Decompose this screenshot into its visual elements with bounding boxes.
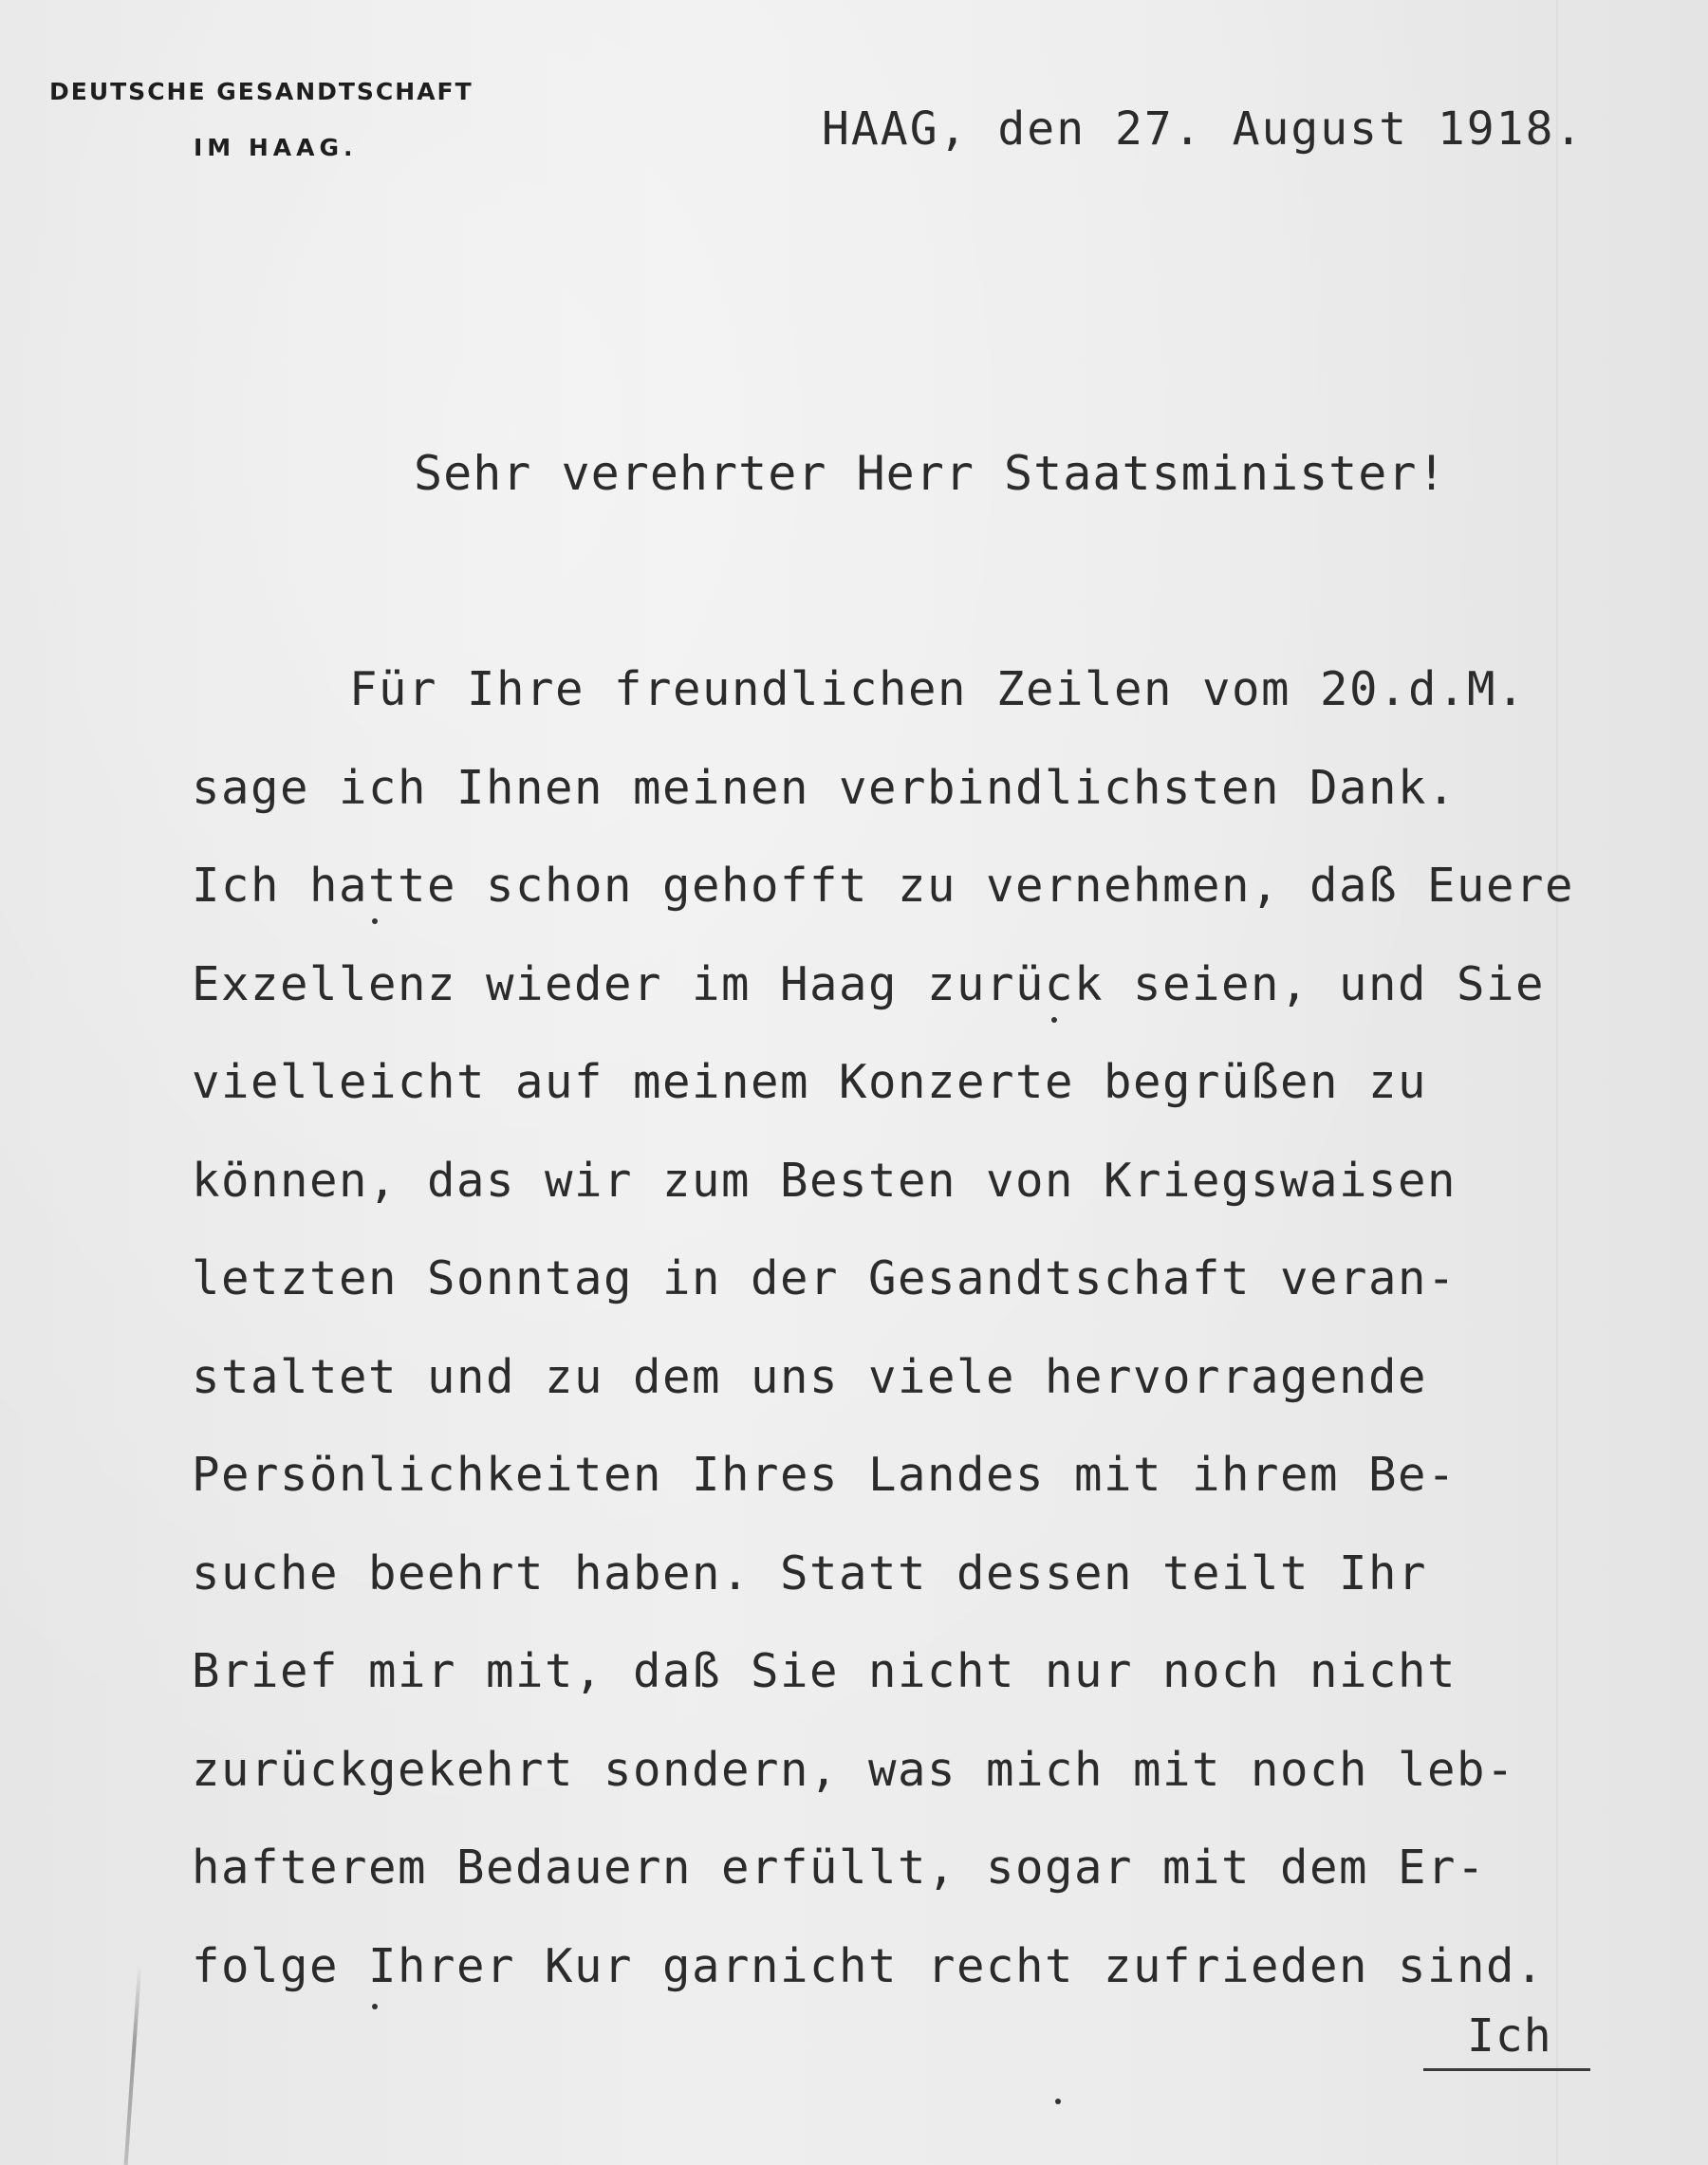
body-line: Für Ihre freundlichen Zeilen vom 20.d.M. <box>349 662 1527 716</box>
salutation: Sehr verehrter Herr Staatsminister! <box>414 446 1447 501</box>
letter-body <box>192 640 1574 2015</box>
body-line: können, das wir zum Besten von Kriegswaisen <box>192 1153 1457 1208</box>
body-line: vielleicht auf meinem Konzerte begrüßen zu <box>192 1055 1428 1109</box>
letterhead <box>49 78 543 161</box>
body-line: staltet und zu dem uns viele hervorragende <box>192 1349 1428 1404</box>
body-line: sage ich Ihnen meinen verbindlichsten Dank. <box>192 760 1457 815</box>
body-line: Persönlichkeiten Ihres Landes mit ihrem Be- <box>192 1448 1457 1502</box>
body-line: Ich hatte schon gehofft zu vernehmen, daß Euere <box>192 859 1575 913</box>
date-line: HAAG, den 27. August 1918. <box>822 102 1585 156</box>
body-line: Brief mir mit, daß Sie nicht nur noch nicht <box>192 1644 1457 1698</box>
paper-speck <box>1055 2099 1061 2104</box>
body-line: hafterem Bedauern erfüllt, sogar mit dem Er- <box>192 1841 1487 1895</box>
body-line: letzten Sonntag in der Gesandtschaft veran- <box>192 1251 1457 1305</box>
letterhead-line-2: IM HAAG. <box>194 134 358 161</box>
paper-edge-mark <box>124 1964 142 2165</box>
body-line: zurückgekehrt sondern, was mich mit noch leb- <box>192 1742 1516 1797</box>
body-line: Exzellenz wieder im Haag zurück seien, und Sie <box>192 956 1546 1011</box>
body-line: folge Ihrer Kur garnicht recht zufrieden sind. <box>192 1938 1546 1993</box>
catchword-underline <box>1423 2068 1590 2071</box>
letterhead-line-1: DEUTSCHE GESANDTSCHAFT <box>49 78 473 105</box>
catchword: Ich <box>1467 2009 1552 2063</box>
body-line: suche beehrt haben. Statt dessen teilt Ihr <box>192 1545 1428 1601</box>
